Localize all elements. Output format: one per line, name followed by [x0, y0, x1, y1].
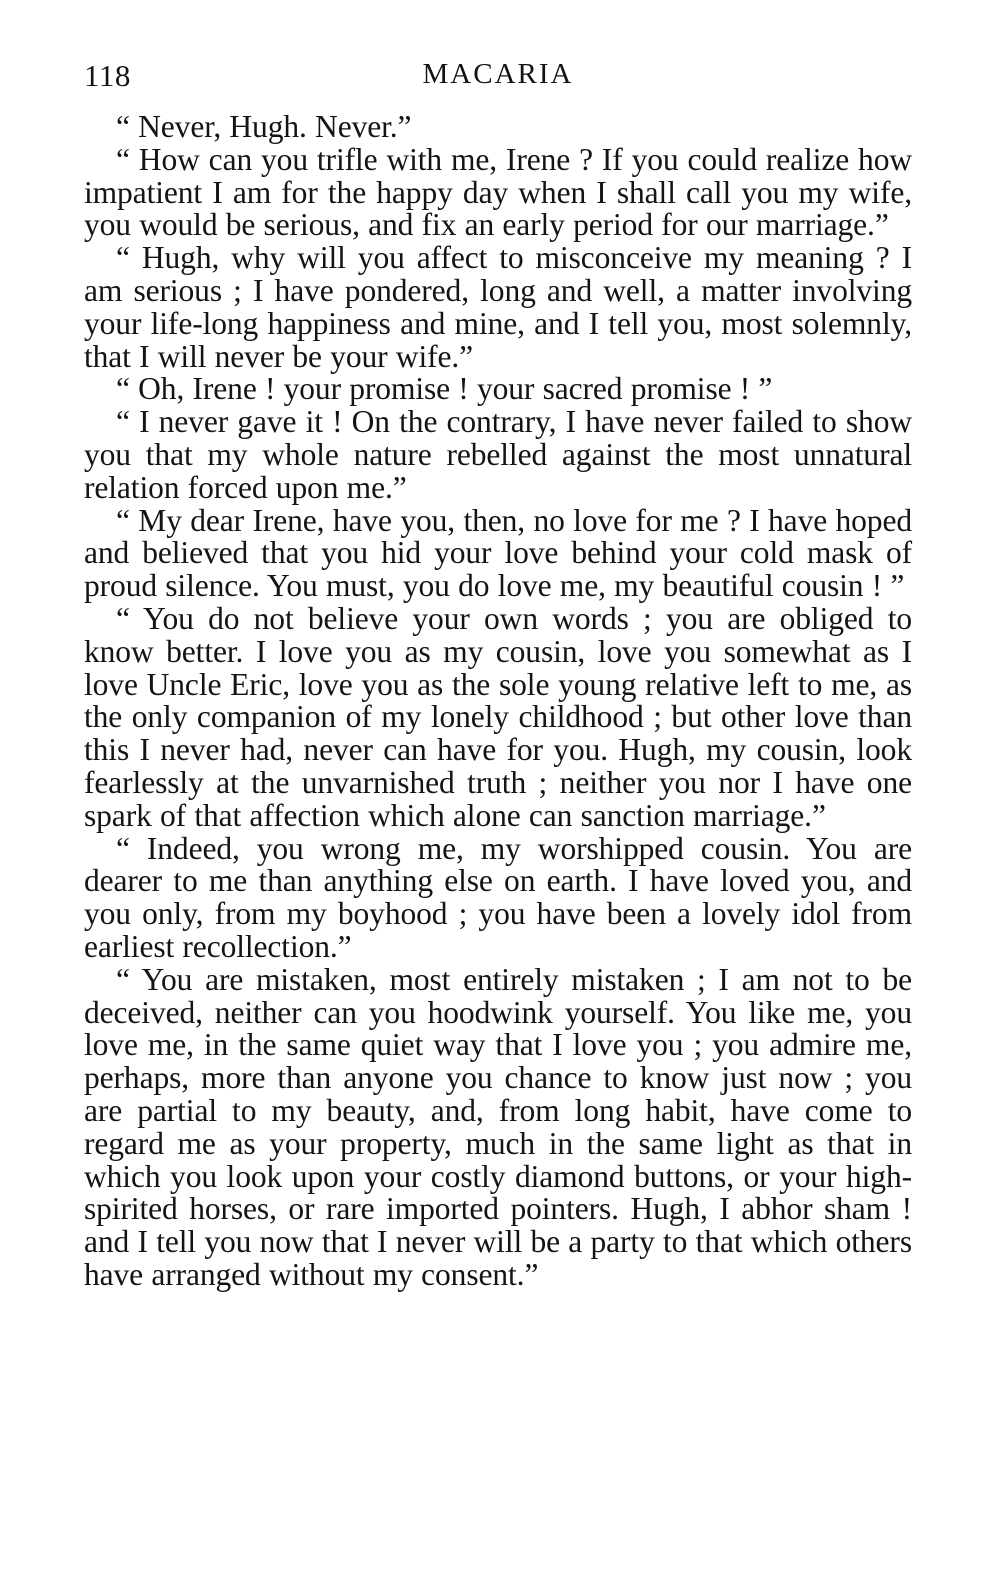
running-title: MACARIA — [422, 58, 574, 90]
paragraph: “ Never, Hugh. Never.” — [116, 109, 412, 144]
page-number: 118 — [84, 58, 131, 93]
paragraph: “ My dear Irene, have you, then, no love for me ? I have hoped and believed that you hid your love behind your cold mask of proud silence. You must, you do love me, my beautiful cousin ! ” — [84, 502, 912, 604]
body-text — [84, 111, 912, 1292]
paragraph: “ Indeed, you wrong me, my worshipped cousin. You are dearer to me than anything else on earth. I have loved you, and you only, from my boyhood ; you have been a lovely idol from earliest recollection.” — [84, 830, 912, 964]
paragraph: “ How can you trifle with me, Irene ? If you could realize how impatient I am for the happy day when I shall call you my wife, you would be serious, and fix an early period for our marriage.” — [84, 141, 912, 243]
paragraph: “ You do not believe your own words ; you are obliged to know better. I love you as my cousin, love you somewhat as I love Uncle Eric, love you as the sole young relative left to me, as the only companion of my lonely childhood ; but other love than this I never had, never can have for you. Hugh, my cousin, look fearlessly at the unvarnished truth ; neither you nor I have one spark of that affection which alone can sanction marriage.” — [84, 600, 912, 833]
paragraph: “ Hugh, why will you affect to misconceive my meaning ? I am serious ; I have pondered, long and well, a matter involving your life-long happiness and mine, and I tell you, most solemnly, that I will never be your wife.” — [84, 240, 912, 374]
paragraph: “ You are mistaken, most entirely mistaken ; I am not to be deceived, neither can you hoodwink yourself. You like me, you love me, in the same quiet way that I love you ; you admire me, perhaps, more than anyone you chance to know just now ; you are partial to my beauty, and, from long habit, have come to regard me as your property, much in the same light as that in which you look upon your costly diamond buttons, or your high-spirited horses, or rare imported pointers. Hugh, I abhor sham ! and I tell you now that I never will be a party to that which others have arranged without my consent.” — [84, 961, 912, 1292]
paragraph: “ Oh, Irene ! your promise ! your sacred promise ! ” — [116, 371, 773, 407]
running-head — [84, 58, 912, 98]
paragraph: “ I never gave it ! On the contrary, I have never failed to show you that my whole nature rebelled against the most unnatural relation forced upon me.” — [84, 404, 912, 505]
